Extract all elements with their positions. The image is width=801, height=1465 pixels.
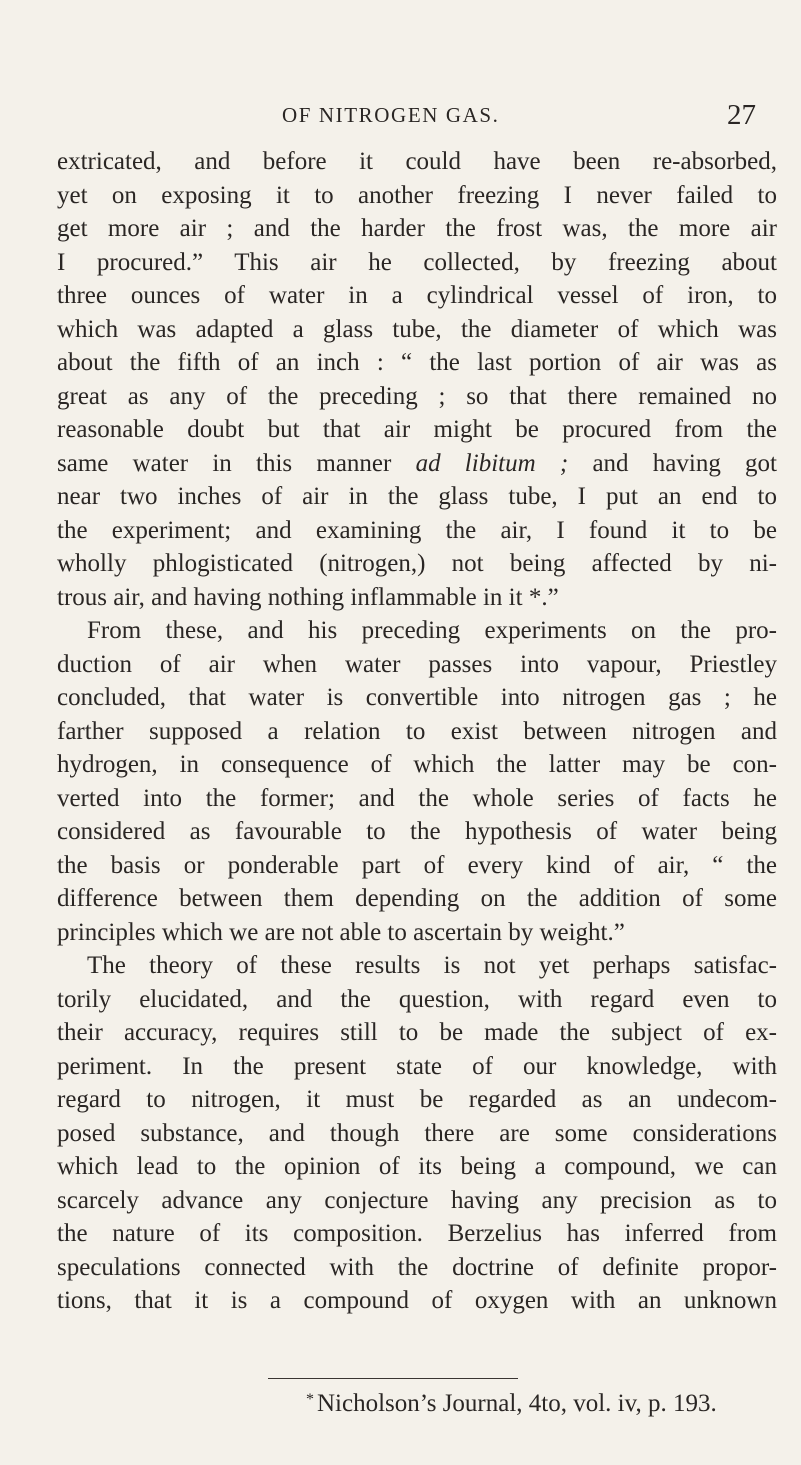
text-segment: get more air ; and the harder the frost was, the more air	[57, 215, 777, 242]
text-line	[57, 547, 777, 581]
text-segment: I procured.” This air he collected, by freezing about	[57, 248, 777, 276]
text-line	[57, 313, 777, 347]
text-segment: the basis or ponderable part of every kind of air, “ the	[57, 851, 777, 879]
text-line	[57, 447, 777, 481]
text-line	[57, 413, 777, 447]
page-header	[0, 99, 801, 143]
text-segment: which lead to the opinion of its being a compound, we can	[57, 1153, 777, 1180]
text-line	[57, 1050, 777, 1084]
text-segment: verted into the former; and the whole series of facts he	[57, 784, 777, 812]
text-segment: The theory of these results is not yet perhaps satisfac-	[87, 952, 777, 979]
text-line	[57, 346, 777, 380]
text-line	[57, 212, 777, 246]
text-line	[57, 1284, 777, 1318]
text-line	[57, 279, 777, 313]
text-line	[57, 480, 777, 514]
text-segment: extricated, and before it could have been re-absorbed,	[57, 148, 777, 175]
text-segment: farther supposed a relation to exist between nitrogen and	[57, 717, 777, 745]
text-segment: considered as favourable to the hypothesis of water being	[57, 818, 777, 845]
text-segment: about the fifth of an inch : “ the last portion of air was as	[57, 349, 777, 376]
text-segment: scarcely advance any conjecture having any precision as to	[57, 1186, 777, 1214]
text-segment: duction of air when water passes into vapour, Priestley	[57, 650, 777, 678]
text-segment: their accuracy, requires still to be made the subject of ex-	[57, 1019, 777, 1046]
text-segment: speculations connected with the doctrine of definite propor-	[57, 1253, 777, 1281]
footnote-rule	[268, 1378, 518, 1379]
text-segment: the experiment; and examining the air, I found it to be	[57, 516, 777, 544]
text-segment: tions, that it is a compound of oxygen with an unknown	[57, 1287, 777, 1314]
italic-text: ad libitum ;	[415, 449, 569, 477]
text-line	[57, 1016, 777, 1050]
text-line	[57, 815, 777, 849]
text-segment: hydrogen, in consequence of which the latter may be con-	[57, 751, 777, 778]
text-line	[57, 1184, 777, 1218]
text-line	[57, 648, 777, 682]
text-segment: same water in this manner	[57, 449, 416, 477]
page-number: 27	[727, 99, 756, 131]
text-line	[57, 882, 777, 916]
text-line	[57, 782, 777, 816]
text-line	[57, 916, 777, 950]
text-segment: the nature of its composition. Berzelius has inferred from	[57, 1220, 777, 1247]
text-line	[57, 1251, 777, 1285]
text-line	[57, 179, 777, 213]
text-line	[57, 715, 777, 749]
text-segment: reasonable doubt but that air might be procured from the	[57, 416, 777, 443]
text-line	[57, 581, 777, 615]
text-line	[57, 849, 777, 883]
footnote-marker: *	[306, 1391, 314, 1408]
footnote-text: Nicholson’s Journal, 4to, vol. iv, p. 193.	[317, 1390, 717, 1417]
body-text	[57, 145, 777, 1318]
text-line	[57, 614, 777, 648]
text-line	[57, 681, 777, 715]
text-line	[57, 983, 777, 1017]
text-segment: wholly phlogisticated (nitrogen,) not being affected by ni-	[57, 550, 777, 577]
text-segment: great as any of the preceding ; so that there remained no	[57, 382, 777, 410]
text-segment: concluded, that water is convertible into nitrogen gas ; he	[57, 684, 777, 711]
text-line	[57, 1150, 777, 1184]
text-line	[57, 1083, 777, 1117]
text-segment: which was adapted a glass tube, the diameter of which was	[57, 315, 777, 343]
text-segment: torily elucidated, and the question, with regard even to	[57, 985, 777, 1013]
text-segment: three ounces of water in a cylindrical vessel of iron, to	[57, 282, 777, 309]
text-segment: principles which we are not able to ascertain by weight.”	[57, 918, 625, 946]
text-segment: difference between them depending on the addition of some	[57, 885, 777, 912]
text-line	[57, 380, 777, 414]
text-line	[57, 514, 777, 548]
text-segment: periment. In the present state of our knowledge, with	[57, 1052, 777, 1080]
running-head: OF NITROGEN GAS.	[282, 103, 500, 127]
text-line	[57, 748, 777, 782]
text-line	[57, 949, 777, 983]
text-line	[57, 246, 777, 280]
text-line	[57, 1217, 777, 1251]
text-line	[57, 145, 777, 179]
text-segment: yet on exposing it to another freezing I never failed to	[57, 181, 777, 209]
text-segment: trous air, and having nothing inflammable in it *.”	[57, 583, 559, 611]
text-segment: regard to nitrogen, it must be regarded as an undecom-	[57, 1086, 777, 1113]
footnote	[306, 1390, 717, 1418]
text-segment: and having got	[568, 449, 777, 477]
text-segment: near two inches of air in the glass tube, I put an end to	[57, 483, 777, 510]
text-segment: From these, and his preceding experiments on the pro-	[87, 617, 777, 644]
text-segment: posed substance, and though there are some considerations	[57, 1119, 777, 1147]
text-line	[57, 1117, 777, 1151]
